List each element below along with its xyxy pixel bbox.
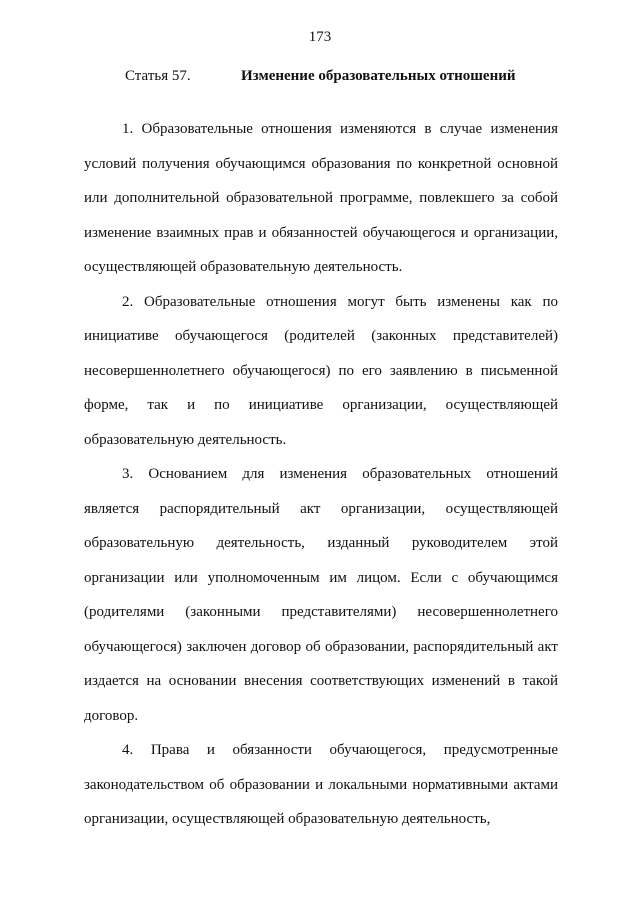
- paragraph-2: 2. Образовательные отношения могут быть изменены как по инициативе обучающегося (родителей (законных представителей) несовершеннолетнего обучающегося) по его заявлению в письменной форме, так и по инициативе организации, осуществляющей образовательную деятельность.: [84, 293, 558, 448]
- paragraph-4: 4. Права и обязанности обучающегося, предусмотренные законодательством об образовании и локальными нормативными актами организации, осуществляющей образовательную деятельность,: [84, 742, 558, 827]
- article-body: [84, 112, 558, 837]
- paragraph-1: 1. Образовательные отношения изменяются в случае изменения условий получения обучающимся образования по конкретной основной или дополнительной образовательной программе, повлекшего за собой изменение взаимных прав и обязанностей обучающегося и организации, осуществляющей образовательную деятельность.: [84, 121, 558, 275]
- article-title: Изменение образовательных отношений: [241, 68, 516, 84]
- article-label: Статья 57.: [125, 68, 191, 84]
- paragraph-3: 3. Основанием для изменения образовательных отношений является распорядительный акт организации, осуществляющей образовательную деятельность, изданный руководителем этой организации или уполномоченным им лицом. Если с обучающимся (родителями (законными представителями) несовершеннолетнего обучающегося) заключен договор об образовании, распорядительный акт издается на основании внесения соответствующих изменений в такой договор.: [84, 466, 558, 724]
- page-number: 173: [308, 29, 332, 45]
